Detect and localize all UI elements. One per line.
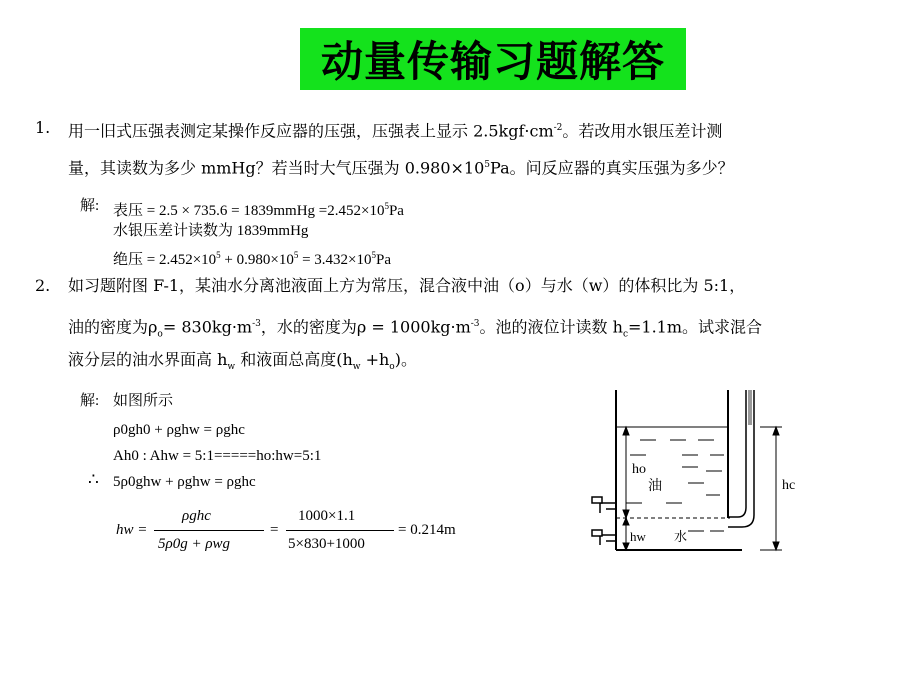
formula-den1: 5ρ0g + ρwg (158, 536, 231, 552)
oil-outlet-valve (592, 497, 616, 513)
label-ho: ho (632, 462, 646, 477)
separation-tank-figure (570, 385, 810, 565)
formula-den2: 5×830+1000 (288, 536, 365, 552)
q1-number: 1. (35, 118, 51, 137)
s1-line2: 水银压差计读数为 1839mmHg (113, 223, 309, 239)
hc-dimension (760, 427, 782, 550)
page-title: 动量传输习题解答 (320, 37, 665, 86)
s2-eq1: ρ0gh0 + ρghw = ρghc (113, 422, 245, 438)
s2-intro: 如图所示 (113, 393, 174, 409)
hw-dimension (623, 518, 629, 550)
label-hw: hw (630, 529, 646, 544)
formula-num1: ρghc (182, 508, 211, 524)
s1-label: 解: (80, 198, 100, 214)
therefore-symbol: ∴ (88, 470, 99, 489)
s1-line1: 表压 = 2.5 × 735.6 = 1839mmHg $=2.452\times 10^5Pa$ (113, 201, 404, 219)
q2-line1: 如习题附图 F-1，某油水分离池液面上方为常压，混合液中油（o）与水（w）的体积比为 5:1， (68, 276, 746, 295)
ho-dimension (623, 427, 629, 518)
q2-line2: 油的密度为$\rho_o= 830kg\cdot m^{-3}$，水的密度为$\rho = 1000kg\cdot m^{-3}$。池的液位计读数 $h_c=1.1m$。试求混合 (68, 317, 763, 340)
q1-line2: 量，其读数为多少 mmHg？若当时大气压强为 $0.980\times 10^5Pa$。问反应器的真实压强为多少？ (68, 158, 734, 178)
s2-eq2: Ah0 : Ahw = 5:1=====ho:hw=5:1 (113, 448, 322, 464)
formula-num2: 1000×1.1 (298, 508, 356, 524)
q2-line3: 液分层的油水界面高 $h_w$ 和液面总高度$(h_w +h_o)$。 (68, 350, 417, 373)
formula-lhs: hw = (116, 522, 148, 538)
s1-line3: 绝压 = $2.452\times 10^5 + 0.980\times 10^5 = 3.432\times 10^5Pa$ (113, 250, 392, 268)
q1-line1: 用一旧式压强表测定某操作反应器的压强，压强表上显示 $2.5kgf\cdot cm^{-2}$。若改用水银压差计测 (68, 121, 723, 141)
title-banner (300, 28, 686, 90)
label-oil: 油 (648, 479, 662, 494)
water-outlet-valve (592, 530, 616, 545)
s2-label: 解: (80, 393, 100, 409)
label-hc: hc (782, 478, 796, 493)
fraction-bar-2 (286, 530, 394, 531)
formula-result: = 0.214m (398, 522, 456, 538)
q2-number: 2. (35, 276, 51, 295)
s2-eq3: 5ρ0ghw + ρghw = ρghc (113, 474, 256, 490)
level-gauge-tube (728, 390, 754, 527)
fraction-bar-1 (154, 530, 264, 531)
formula-hw (110, 506, 470, 556)
label-water: 水 (674, 529, 688, 544)
formula-eq: = (270, 522, 279, 538)
